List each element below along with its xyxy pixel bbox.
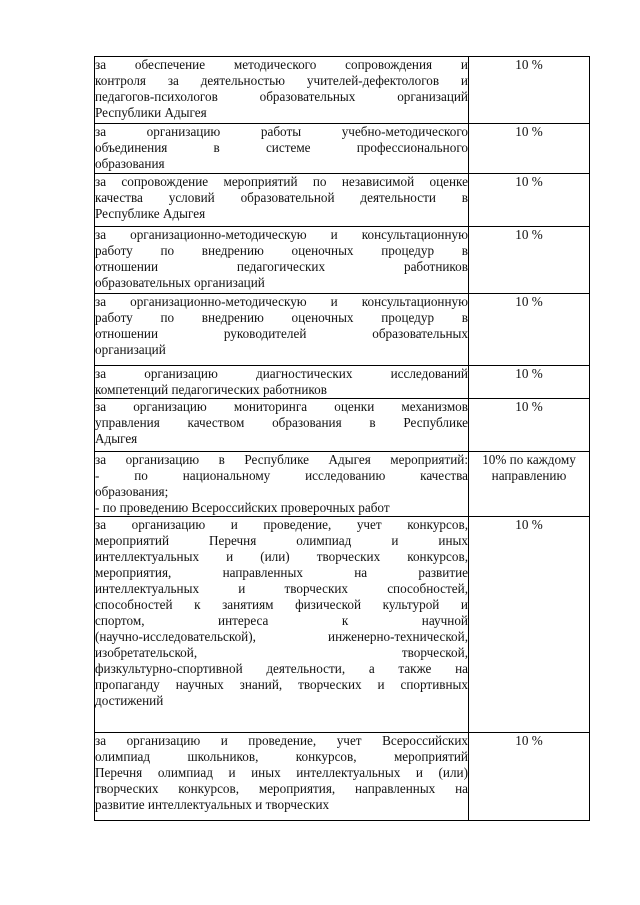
description-line: олимпиад школьников, конкурсов, мероприятий — [95, 749, 468, 764]
description-line: за организацию диагностических исследований — [95, 366, 468, 381]
description-line: изобретательской, творческой, — [95, 645, 468, 660]
description-line: достижений — [95, 693, 164, 708]
description-line: за организацию в Республике Адыгея мероприятий: — [95, 452, 468, 467]
allowance-percent-cell — [469, 124, 590, 174]
description-line: Республике Адыгея — [95, 206, 206, 221]
description-line: работу по внедрению оценочных процедур в — [95, 243, 468, 258]
description-line: интеллектуальных и творческих способностей, — [95, 581, 468, 596]
table-row — [95, 452, 590, 517]
percent-value: направлению — [491, 468, 567, 483]
description-line: контроля за деятельностью учителей-дефектологов и — [95, 73, 468, 88]
description-line: - по проведению Всероссийских проверочных работ — [95, 500, 390, 515]
description-line: качества условий образовательной деятельности в — [95, 190, 468, 205]
description-line: интеллектуальных и (или) творческих конкурсов, — [95, 549, 468, 564]
percent-value: 10% по каждому — [482, 452, 576, 467]
description-line: Республики Адыгея — [95, 105, 207, 120]
allowance-description-cell — [95, 399, 469, 452]
description-line: за организационно-методическую и консультационную — [95, 294, 468, 309]
table-row — [95, 517, 590, 733]
description-line: спортом, интереса к научной — [95, 613, 468, 628]
percent-value: 10 % — [515, 733, 543, 748]
allowance-description-cell — [95, 733, 469, 821]
percent-value: 10 % — [515, 227, 543, 242]
table-row — [95, 124, 590, 174]
description-line: творческих конкурсов, мероприятия, направленных на — [95, 781, 468, 796]
percent-value: 10 % — [515, 57, 543, 72]
description-line: за организационно-методическую и консультационную — [95, 227, 468, 242]
description-line: за обеспечение методического сопровождения и — [95, 57, 468, 72]
percent-value: 10 % — [515, 517, 543, 532]
description-line: образования — [95, 156, 165, 171]
allowance-description-cell — [95, 227, 469, 294]
description-line: развитие интеллектуальных и творческих — [95, 797, 330, 812]
description-line: за сопровождение мероприятий по независимой оценке — [95, 174, 468, 189]
allowance-percent-cell — [469, 57, 590, 124]
allowance-description-cell — [95, 57, 469, 124]
description-line: за организацию мониторинга оценки механизмов — [95, 399, 468, 414]
allowance-percent-cell — [469, 733, 590, 821]
description-line: объединения в системе профессионального — [95, 140, 468, 155]
percent-value: 10 % — [515, 174, 543, 189]
description-line: - по национальному исследованию качества — [95, 468, 468, 483]
allowance-description-cell — [95, 174, 469, 227]
description-line: отношении педагогических работников — [95, 259, 468, 274]
description-line: (научно-исследовательской), инженерно-технической, — [95, 629, 468, 644]
allowance-description-cell — [95, 124, 469, 174]
description-line: Адыгея — [95, 431, 138, 446]
allowance-percent-cell — [469, 227, 590, 294]
description-line: за организацию и проведение, учет конкурсов, — [95, 517, 468, 532]
description-line: образования; — [95, 484, 169, 499]
allowance-percent-cell — [469, 174, 590, 227]
description-line: мероприятия, направленных на развитие — [95, 565, 468, 580]
description-line: педагогов-психологов образовательных организаций — [95, 89, 468, 104]
allowance-description-cell — [95, 294, 469, 366]
allowance-description-cell — [95, 366, 469, 399]
table-row — [95, 174, 590, 227]
allowance-percent-cell — [469, 517, 590, 733]
allowance-percent-cell — [469, 294, 590, 366]
table-row — [95, 399, 590, 452]
description-line: управления качеством образования в Республике — [95, 415, 468, 430]
allowance-percent-cell — [469, 452, 590, 517]
table-row — [95, 57, 590, 124]
description-line: способностей к занятиям физической культурой и — [95, 597, 468, 612]
description-line: мероприятий Перечня олимпиад и иных — [95, 533, 468, 548]
percent-value: 10 % — [515, 294, 543, 309]
allowance-table — [94, 56, 590, 821]
description-line: физкультурно-спортивной деятельности, а также на — [95, 661, 468, 676]
percent-value: 10 % — [515, 399, 543, 414]
allowance-percent-cell — [469, 366, 590, 399]
description-line: пропаганду научных знаний, творческих и спортивных — [95, 677, 468, 692]
description-line: отношении руководителей образовательных — [95, 326, 468, 341]
allowance-description-cell — [95, 452, 469, 517]
description-line: Перечня олимпиад и иных интеллектуальных и (или) — [95, 765, 468, 780]
table-row — [95, 227, 590, 294]
table-row — [95, 733, 590, 821]
description-line: компетенций педагогических работников — [95, 382, 327, 397]
percent-value: 10 % — [515, 124, 543, 139]
allowance-description-cell — [95, 517, 469, 733]
description-line: образовательных организаций — [95, 275, 265, 290]
table-row — [95, 294, 590, 366]
percent-value: 10 % — [515, 366, 543, 381]
description-line: работу по внедрению оценочных процедур в — [95, 310, 468, 325]
table-row — [95, 366, 590, 399]
description-line: за организацию работы учебно-методического — [95, 124, 468, 139]
description-line: за организацию и проведение, учет Всероссийских — [95, 733, 468, 748]
allowance-percent-cell — [469, 399, 590, 452]
description-line: организаций — [95, 342, 166, 357]
